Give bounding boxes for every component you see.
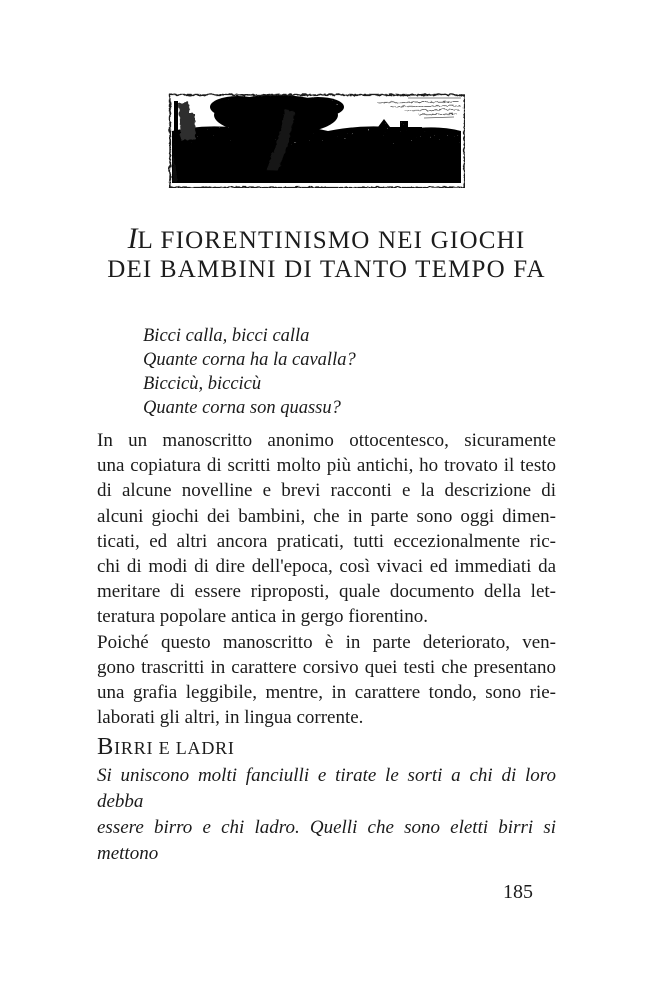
text-line: una copiatura di scritti molto più antichi, ho trovato il testo (97, 455, 556, 477)
text-line: DEI BAMBINI DI TANTO TEMPO FA (107, 256, 546, 283)
engraving-image (168, 93, 465, 188)
text-line: chi di modi di dire dell'epoca, così vivaci ed immediati da (97, 556, 556, 578)
text-line: alcuni giochi dei bambini, che in parte sono oggi dimen- (97, 505, 556, 527)
text-line: di alcune novelline e brevi racconti e la descrizione di (97, 480, 556, 502)
chapter-title (97, 225, 556, 284)
engraving-illustration (168, 93, 465, 188)
paragraph (97, 428, 556, 630)
text-line: Quante corna son quassu? (143, 398, 341, 418)
text-line: laborati gli altri, in lingua corrente. (97, 707, 364, 729)
text-line: In un manoscritto anonimo ottocentesco, sicuramente (97, 430, 556, 451)
text-line: meritare di essere riproposti, quale documento della let- (97, 581, 556, 603)
text-line: IL FIORENTINISMO NEI GIOCHI (127, 223, 526, 255)
section-body-italic (97, 763, 556, 867)
text-line: essere birro e chi ladro. Quelli che sono eletti birri si mettono (97, 817, 556, 865)
text-line: una grafia leggibile, mentre, in carattere tondo, sono rie- (97, 682, 556, 704)
body-text (97, 428, 556, 867)
text-line: Biccicù, biccicù (143, 374, 262, 394)
book-page (0, 93, 650, 1003)
text-line: Si uniscono molti fanciulli e tirate le sorti a chi di loro debba (97, 765, 556, 813)
verse-quote (143, 324, 556, 420)
text-line: Quante corna ha la cavalla? (143, 350, 356, 370)
paragraph (97, 630, 556, 731)
section-heading: BIRRI E LADRI (97, 733, 235, 761)
text-line: teratura popolare antica in gergo fiorentino. (97, 606, 428, 628)
text-line: Bicci calla, bicci calla (143, 326, 310, 346)
text-line: ticati, ed altri ancora praticati, tutti eccezionalmente ric- (97, 530, 556, 552)
text-line: gono trascritti in carattere corsivo quei testi che presentano (97, 656, 556, 678)
text-line: Poiché questo manoscritto è in parte deteriorato, ven- (97, 631, 556, 653)
page-number: 185 (503, 881, 533, 904)
